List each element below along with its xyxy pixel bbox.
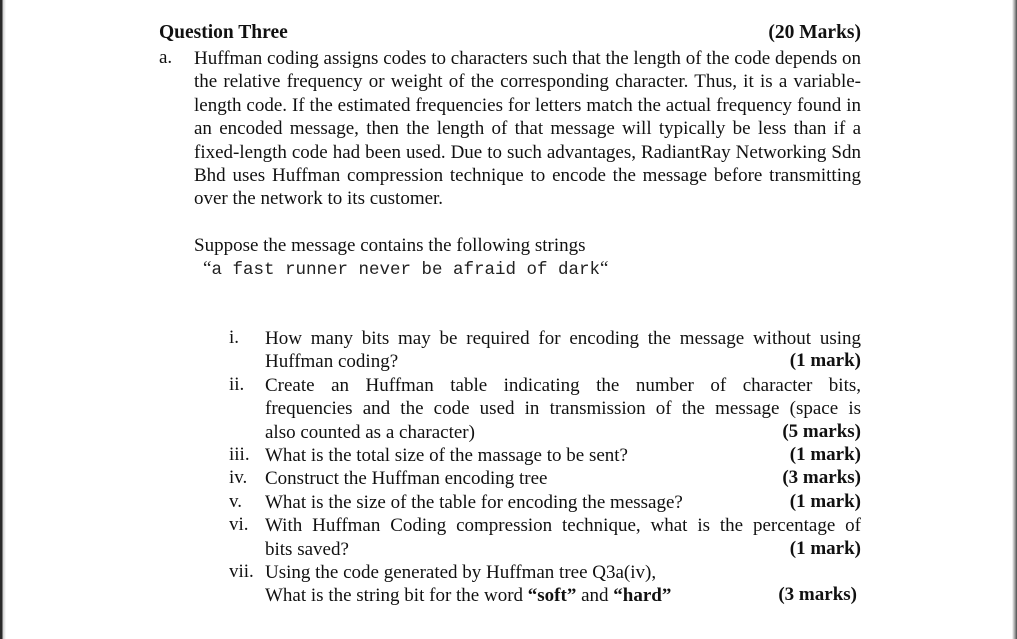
- item-line: Using the code generated by Huffman tree Q3a(iv),: [265, 561, 657, 583]
- item-line: What is the total size of the massage to be sent?: [265, 444, 628, 466]
- left-page-edge: [0, 0, 6, 639]
- item-number: v.: [229, 490, 243, 512]
- item-number: iv.: [229, 467, 248, 489]
- sub-question-ii: [229, 374, 861, 444]
- sub-question-iv: [229, 467, 861, 490]
- word1-open-quote: “: [527, 585, 538, 607]
- item-marks: (3 marks): [778, 584, 857, 606]
- item-line: [265, 584, 861, 607]
- part-a: [159, 47, 861, 282]
- item-line: What is the size of the table for encoding the message?: [265, 491, 683, 513]
- item-marks: (5 marks): [782, 420, 861, 442]
- sub-question-v: [229, 491, 861, 514]
- document-page: [159, 22, 861, 607]
- sub-question-iii: [229, 444, 861, 467]
- word2-open-quote: “: [613, 585, 623, 607]
- right-page-edge: [1012, 0, 1017, 639]
- word1-close-quote: ”: [566, 585, 577, 607]
- item-marks: (1 mark): [789, 537, 861, 559]
- message-open-quote: “: [203, 258, 212, 280]
- message-string: [203, 257, 861, 282]
- item-line: With Huffman Coding compression technique, what is the percentage of: [265, 515, 861, 537]
- item-line: Huffman coding?: [265, 351, 399, 373]
- part-a-label: a.: [159, 47, 173, 68]
- message-text: a fast runner never be afraid of dark: [211, 260, 601, 281]
- suppose-text: Suppose the message contains the following strings: [194, 234, 586, 256]
- and-text: and: [576, 585, 614, 607]
- word-hard: hard: [622, 585, 662, 607]
- item-line: How many bits may be required for encoding the message without using: [265, 328, 861, 349]
- item-number: vi.: [229, 514, 249, 536]
- item-line: frequencies and the code used in transmission of the message (space is: [265, 398, 861, 420]
- word2-close-quote: ”: [661, 585, 672, 607]
- question-total-marks: (20 Marks): [768, 22, 861, 43]
- item-number: i.: [229, 327, 240, 348]
- sub-question-vi: [229, 514, 861, 561]
- part-a-paragraph: Huffman coding assigns codes to characters such that the length of the code depends on the relative frequency or weight of the corresponding character. Thus, it is a variable-length code. If the estimated frequencies for letters match the actual frequency found in an encoded message, then the length of that message will typically be less than if a fixed-length code had been used. Due to such advantages, RadiantRay Networking Sdn Bhd uses Huffman compression technique to encode the message before transmitting over the network to its customer.: [194, 48, 861, 210]
- question-header: [159, 22, 861, 46]
- item-line: Construct the Huffman encoding tree: [265, 468, 548, 490]
- item-marks: (1 mark): [789, 350, 861, 372]
- item-number: vii.: [229, 560, 254, 582]
- item-marks: (3 marks): [782, 467, 861, 489]
- message-close-quote: “: [600, 258, 609, 280]
- item-marks: (1 mark): [789, 490, 861, 512]
- sub-question-i: [229, 327, 861, 374]
- item-line-prefix: What is the string bit for the word: [265, 585, 528, 607]
- sub-question-list: [229, 327, 861, 608]
- item-line: bits saved?: [265, 538, 349, 560]
- question-title: Question Three: [159, 22, 288, 43]
- item-line: also counted as a character): [265, 421, 475, 443]
- word-soft: soft: [537, 585, 567, 607]
- item-number: ii.: [229, 373, 245, 395]
- sub-question-vii: [229, 561, 861, 608]
- item-marks: (1 mark): [789, 443, 861, 465]
- item-line: Create an Huffman table indicating the number of character bits,: [265, 374, 861, 396]
- item-number: iii.: [229, 443, 250, 465]
